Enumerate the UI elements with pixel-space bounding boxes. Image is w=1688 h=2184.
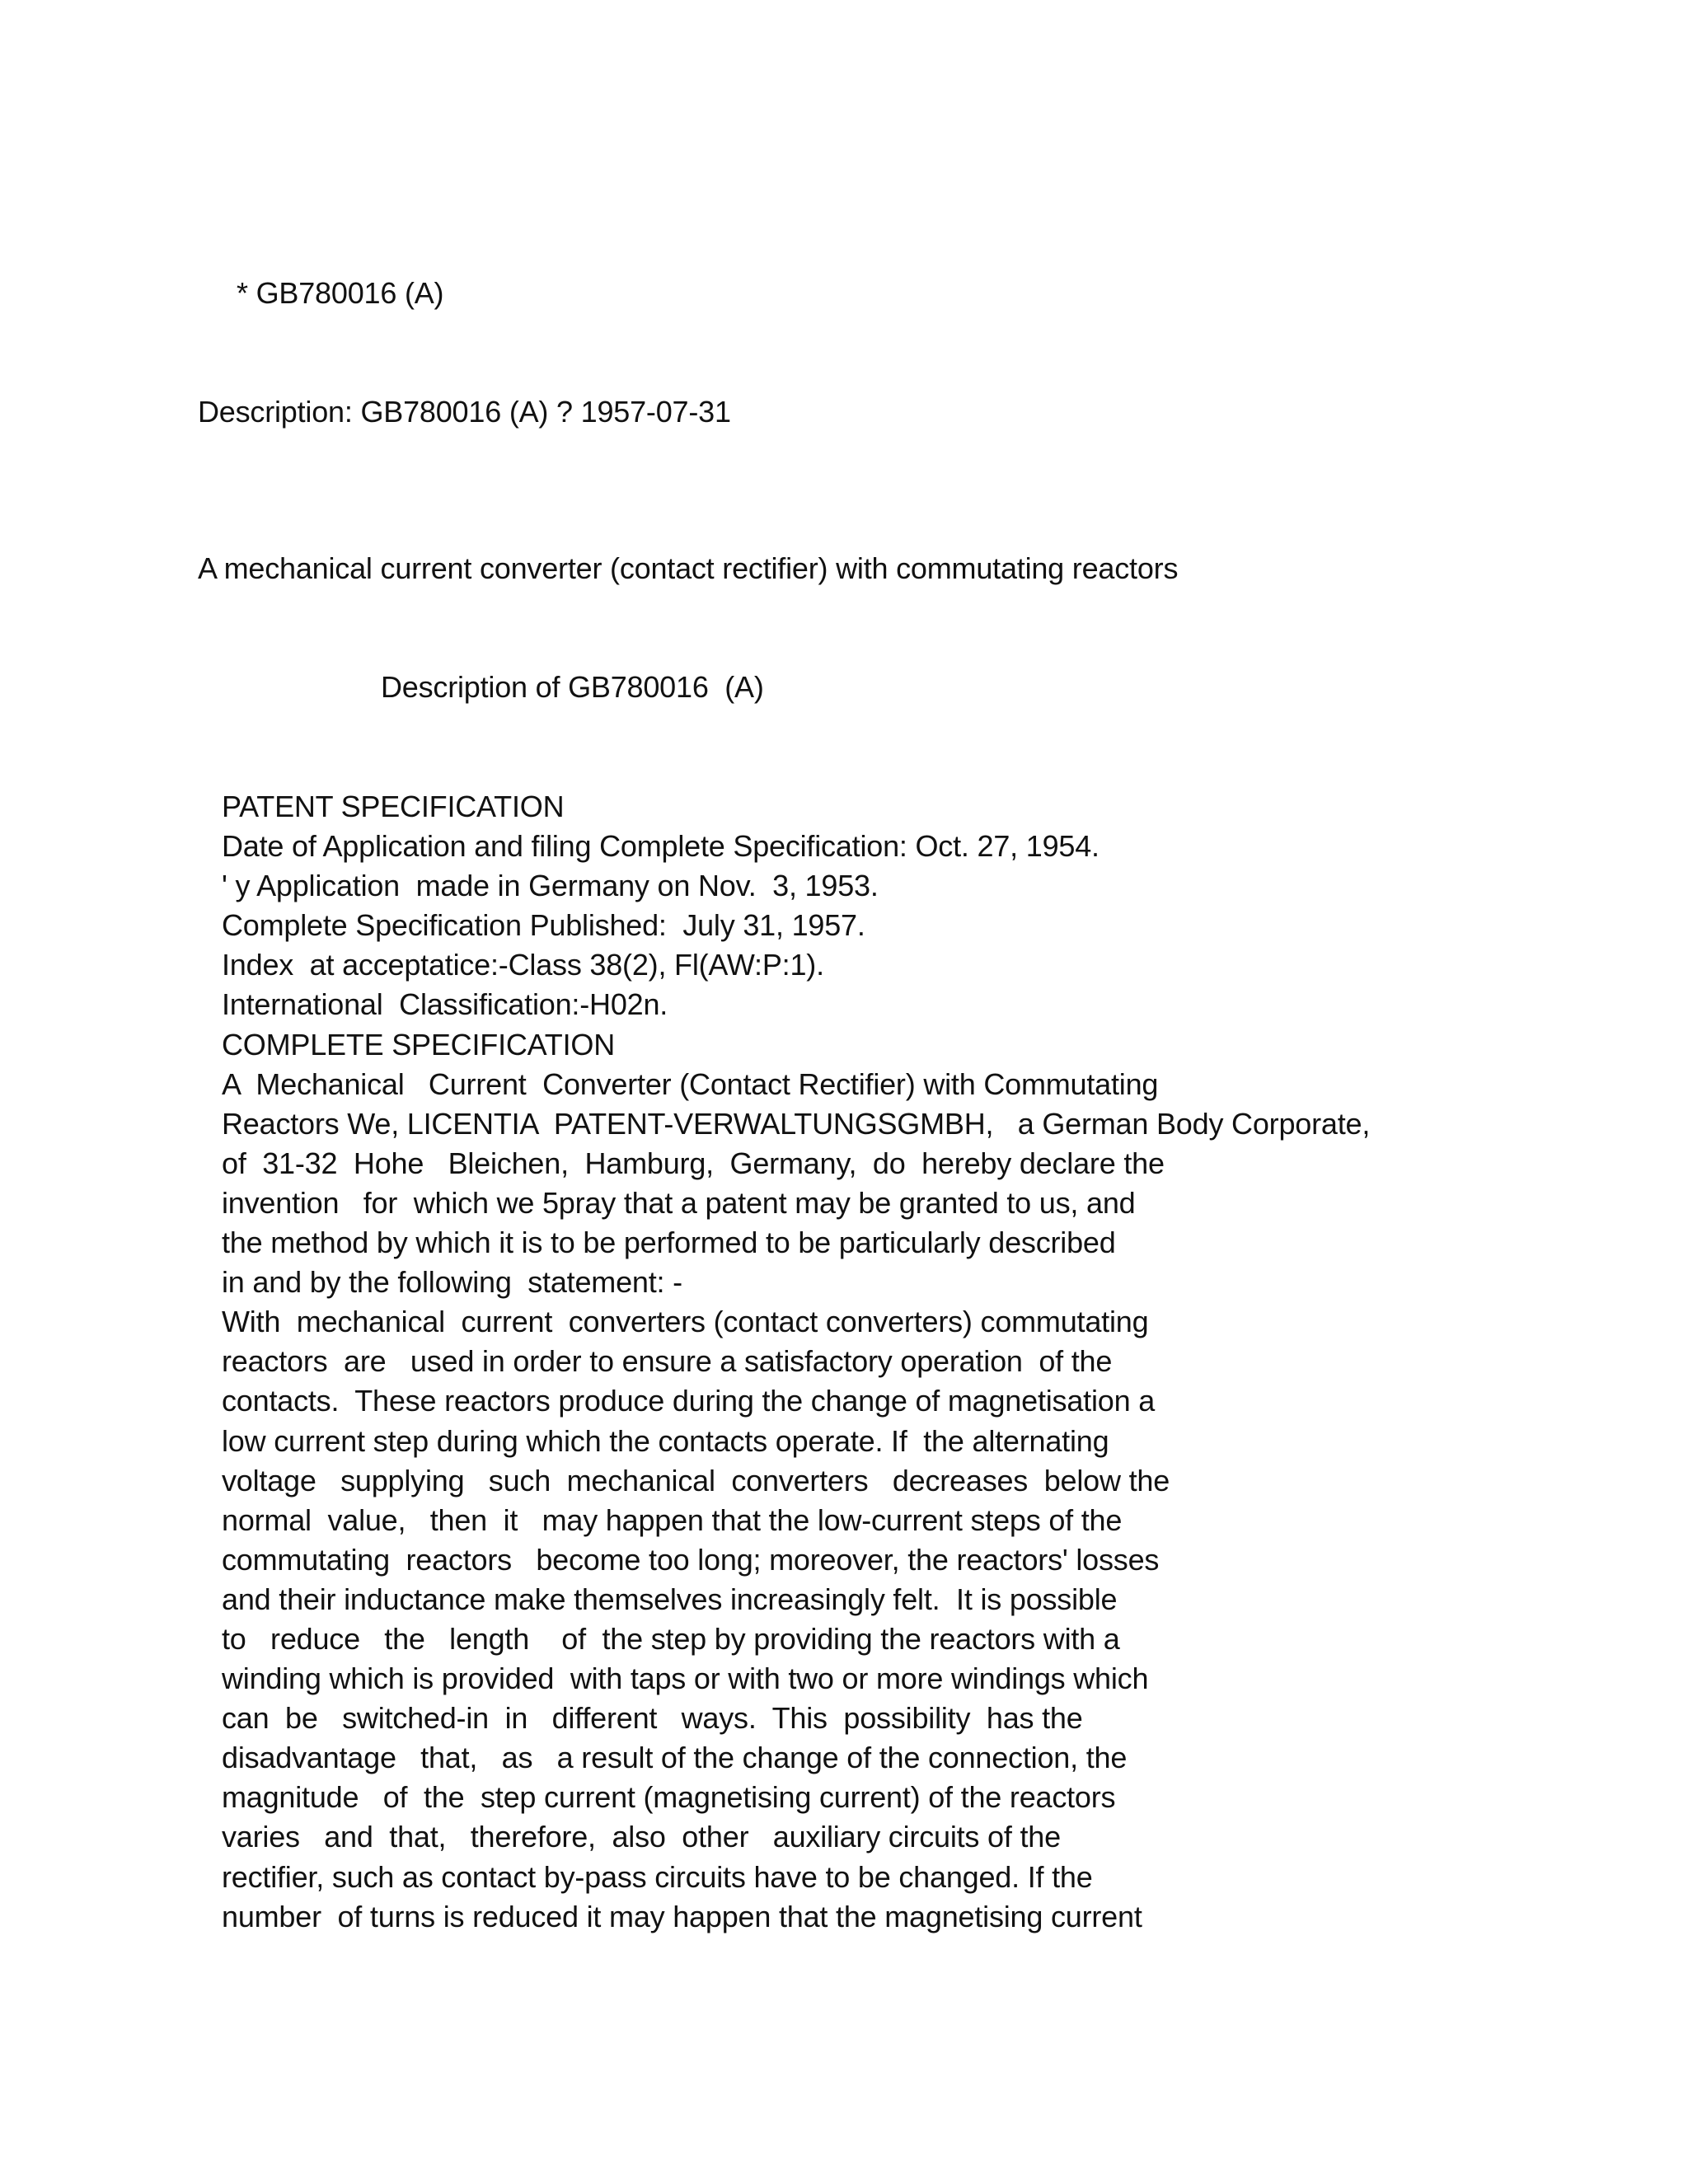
body-line: normal value, then it may happen that the low-current steps of the: [222, 1502, 1123, 1537]
body-line: contacts. These reactors produce during the change of magnetisation a: [222, 1384, 1156, 1418]
body-line: Date of Application and filing Complete Specification: Oct. 27, 1954.: [222, 829, 1100, 864]
body-line: low current step during which the contacts operate. If the alternating: [222, 1423, 1109, 1458]
body-line: International Classification:-H02n.: [222, 987, 668, 1022]
specification-body: [222, 787, 1672, 1937]
body-line: commutating reactors become too long; moreover, the reactors' losses: [222, 1542, 1160, 1577]
body-line: of 31-32 Hohe Bleichen, Hamburg, Germany, do hereby declare the: [222, 1146, 1165, 1180]
body-line: ' y Application made in Germany on Nov. 3, 1953.: [222, 869, 879, 903]
body-line: Index at acceptatice:-Class 38(2), Fl(AW:P:1).: [222, 948, 824, 982]
body-line: Reactors We, LICENTIA PATENT-VERWALTUNGSGMBH, a German Body Corporate,: [222, 1106, 1371, 1141]
body-line: COMPLETE SPECIFICATION: [222, 1027, 615, 1062]
body-line: voltage supplying such mechanical converters decreases below the: [222, 1463, 1170, 1497]
body-line: PATENT SPECIFICATION: [222, 790, 565, 823]
description-heading: Description: GB780016 (A) ? 1957-07-31: [198, 395, 731, 429]
body-line: varies and that, therefore, also other auxiliary circuits of the: [222, 1820, 1061, 1854]
body-line: can be switched-in in different ways. This possibility has the: [222, 1701, 1083, 1736]
body-line: magnitude of the step current (magnetising current) of the reactors: [222, 1780, 1116, 1815]
document-title: A mechanical current converter (contact rectifier) with commutating reactors: [198, 551, 1179, 585]
body-line: A Mechanical Current Converter (Contact Rectifier) with Commutating: [222, 1066, 1159, 1101]
body-line: rectifier, such as contact by-pass circuits have to be changed. If the: [222, 1859, 1093, 1894]
description-of-heading: Description of GB780016 (A): [381, 670, 764, 704]
patent-reference: * GB780016 (A): [237, 276, 444, 310]
body-line: invention for which we 5pray that a patent may be granted to us, and: [222, 1185, 1136, 1220]
body-line: number of turns is reduced it may happen that the magnetising current: [222, 1899, 1142, 1933]
body-line: the method by which it is to be performed to be particularly described: [222, 1226, 1116, 1260]
body-line: winding which is provided with taps or with two or more windings which: [222, 1661, 1149, 1696]
body-line: and their inductance make themselves increasingly felt. It is possible: [222, 1582, 1118, 1616]
body-line: disadvantage that, as a result of the change of the connection, the: [222, 1741, 1128, 1775]
body-line: reactors are used in order to ensure a satisfactory operation of the: [222, 1344, 1113, 1379]
body-line: With mechanical current converters (contact converters) commutating: [222, 1305, 1149, 1339]
body-line: to reduce the length of the step by providing the reactors with a: [222, 1621, 1120, 1656]
body-line: in and by the following statement: -: [222, 1265, 682, 1300]
body-line: Complete Specification Published: July 31, 1957.: [222, 908, 865, 943]
